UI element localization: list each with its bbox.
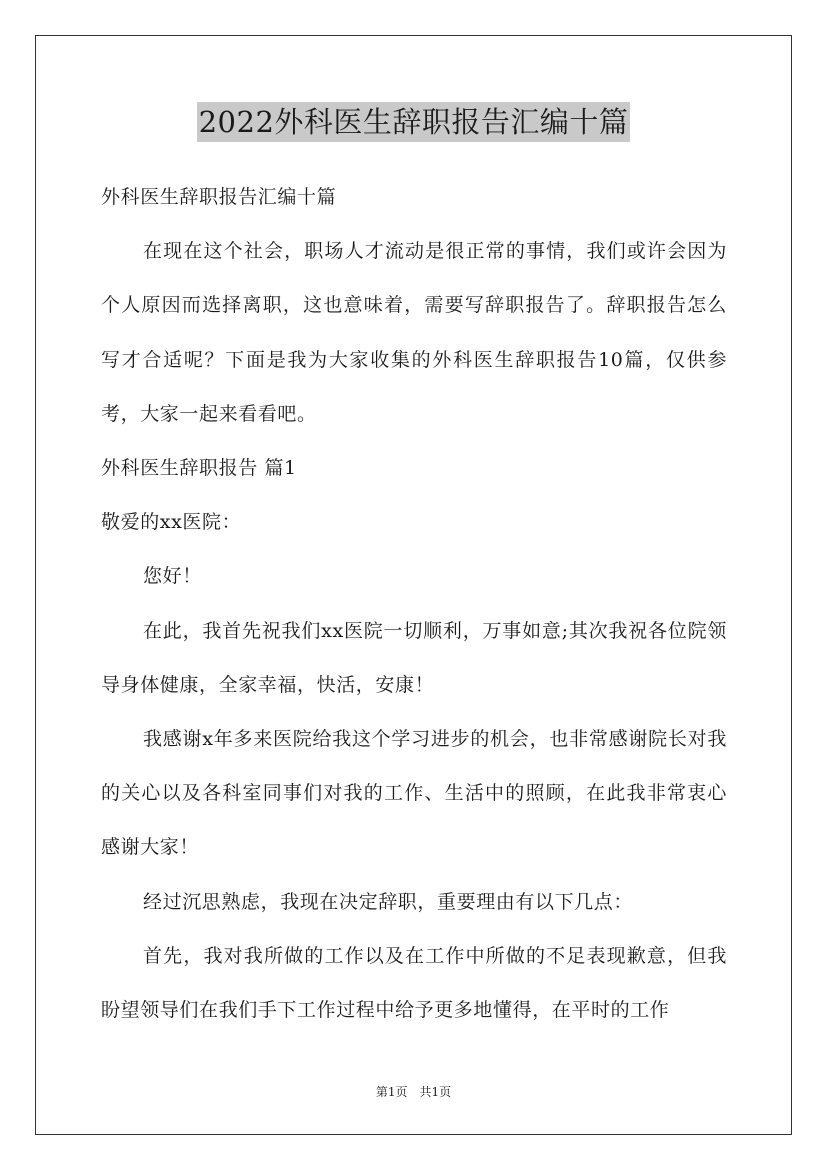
paragraph: 您好！ [143,565,202,588]
paragraph: 首先，我对我所做的工作以及在工作中所做的不足表现歉意，但我盼望领导们在我们手下工作过程中给予更多地懂得，在平时的工作 [101,944,727,1022]
paragraph: 我感谢x年多来医院给我这个学习进步的机会，也非常感谢院长对我的关心以及各科室同事们对我的工作、生活中的照顾，在此我非常衷心感谢大家！ [101,728,727,859]
page-footer [0,1084,827,1100]
paragraph: 在现在这个社会，职场人才流动是很正常的事情，我们或许会因为个人原因而选择离职，这也意味着，需要写辞职报告了。辞职报告怎么写才合适呢？下面是我为大家收集的外科医生辞职报告10篇，仅供参考，大家一起来看看吧。 [101,240,727,425]
paragraph: 在此，我首先祝我们xx医院一切顺利，万事如意;其次我祝各位院领导身体健康，全家幸福，快活，安康！ [101,619,727,696]
paragraph: 敬爱的xx医院： [101,511,242,534]
document-body [101,170,727,1037]
document-title-area [0,102,827,142]
document-title: 2022外科医生辞职报告汇编十篇 [197,102,631,142]
paragraph: 经过沉思熟虑，我现在决定辞职，重要理由有以下几点： [143,890,634,913]
paragraph: 外科医生辞职报告 篇1 [101,457,297,480]
paragraph: 外科医生辞职报告汇编十篇 [101,186,337,208]
page-number: 第1页 共1页 [375,1085,452,1099]
